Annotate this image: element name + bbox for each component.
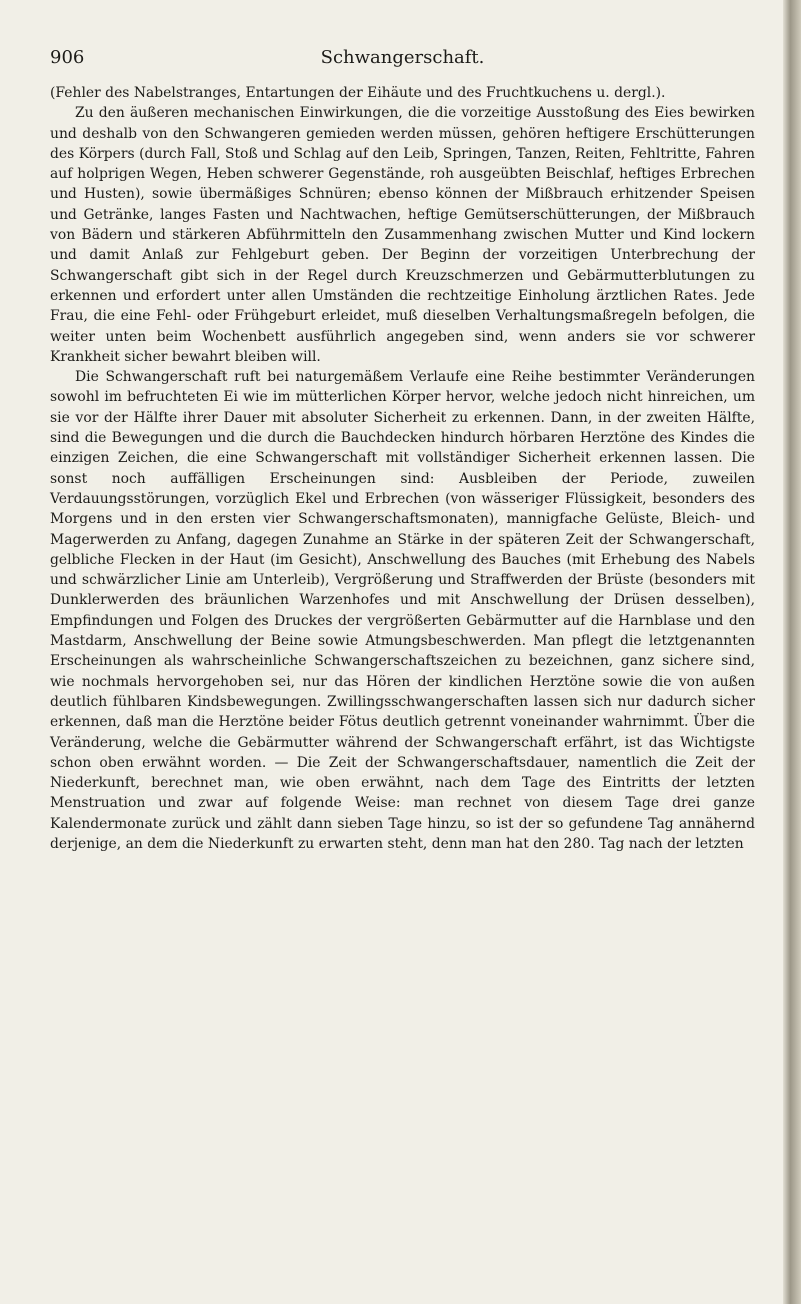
running-title: Schwangerschaft. [320,47,485,68]
paragraph-mechanical-causes: Zu den äußeren mechanischen Einwirkungen, die die vorzeitige Ausstoßung des Eies bewirken und deshalb von den Schwangeren gemieden werden müssen, gehören heftigere Erschütterungen des Körpers (durch Fall, Stoß und Schlag auf den Leib, Springen, Tanzen, Reiten, Fehltritte, Fahren auf holprigen Wegen, Heben schwerer Gegenstände, roh ausgeübten Beischlaf, heftiges Erbrechen und Husten), sowie übermäßiges Schnüren; ebenso können der Mißbrauch erhitzender Speisen und Getränke, langes Fasten und Nachtwachen, heftige Gemütserschütterungen, der Mißbrauch von Bädern und stärkeren Abführmitteln den Zusammenhang zwischen Mutter und Kind lockern und damit Anlaß zur Fehlgeburt geben. Der Beginn der vorzeitigen Unterbrechung der Schwangerschaft gibt sich in der Regel durch Kreuzschmerzen und Gebärmutterblutungen zu erkennen und erfordert unter allen Umständen die rechtzeitige Einholung ärztlichen Rates. Jede Frau, die eine Fehl- oder Frühgeburt erleidet, muß dieselben Verhaltungsmaßregeln befolgen, die weiter unten beim Wochenbett ausführlich angegeben sind, wenn anders sie vor schwerer Krankheit sicher bewahrt bleiben will. [50,105,755,365]
page-number: 906 [50,47,85,68]
book-binding-edge [783,0,801,1304]
body-text [50,83,755,854]
page-header [50,46,755,70]
paragraph-signs-of-pregnancy: Die Schwangerschaft ruft bei naturgemäßem Verlaufe eine Reihe bestimmter Veränderungen sowohl im befruchteten Ei wie im mütterlichen Körper hervor, welche jedoch nicht hinreichen, um sie vor der Hälfte ihrer Dauer mit absoluter Sicherheit zu erkennen. Dann, in der zweiten Hälfte, sind die Bewegungen und die durch die Bauchdecken hindurch hörbaren Herztöne des Kindes die einzigen Zeichen, die eine Schwangerschaft mit vollständiger Sicherheit erkennen lassen. Die sonst noch auffälligen Erscheinungen sind: Ausbleiben der Periode, zuweilen Verdauungsstörungen, vorzüglich Ekel und Erbrechen (von wässeriger Flüssigkeit, besonders des Morgens und in den ersten vier Schwangerschaftsmonaten), mannigfache Gelüste, Bleich- und Magerwerden zu Anfang, dagegen Zunahme an Stärke in der späteren Zeit der Schwangerschaft, gelbliche Flecken in der Haut (im Gesicht), Anschwellung des Bauches (mit Erhebung des Nabels und schwärzlicher Linie am Unterleib), Vergrößerung und Straffwerden der Brüste (besonders mit Dunklerwerden des bräunlichen Warzenhofes und mit Anschwellung der Drüsen desselben), Empfindungen und Folgen des Druckes der vergrößerten Gebärmutter auf die Harnblase und den Mastdarm, Anschwellung der Beine sowie Atmungsbeschwerden. Man pflegt die letztgenannten Erscheinungen als wahrscheinliche Schwangerschaftszeichen zu bezeichnen, ganz sichere sind, wie nochmals hervorgehoben sei, nur das Hören der kindlichen Herztöne sowie die von außen deutlich fühlbaren Kindsbewegungen. Zwillingsschwangerschaften lassen sich nur dadurch sicher erkennen, daß man die Herztöne beider Fötus deutlich getrennt voneinander wahrnimmt. Über die Veränderung, welche die Gebärmutter während der Schwangerschaft erfährt, ist das Wichtigste schon oben erwähnt worden. — Die Zeit der Schwangerschaftsdauer, namentlich die Zeit der Niederkunft, berechnet man, wie oben erwähnt, nach dem Tage des Eintritts der letzten Menstruation und zwar auf folgende Weise: man rechnet von diesem Tage drei ganze Kalendermonate zurück und zählt dann sieben Tage hinzu, so ist der so gefundene Tag annähernd derjenige, an dem die Niederkunft zu erwarten steht, denn man hat den 280. Tag nach der letzten [50,369,755,852]
paragraph-continuation: (Fehler des Nabelstranges, Entartungen der Eihäute und des Fruchtkuchens u. dergl.). [50,85,666,101]
book-page [50,46,755,854]
